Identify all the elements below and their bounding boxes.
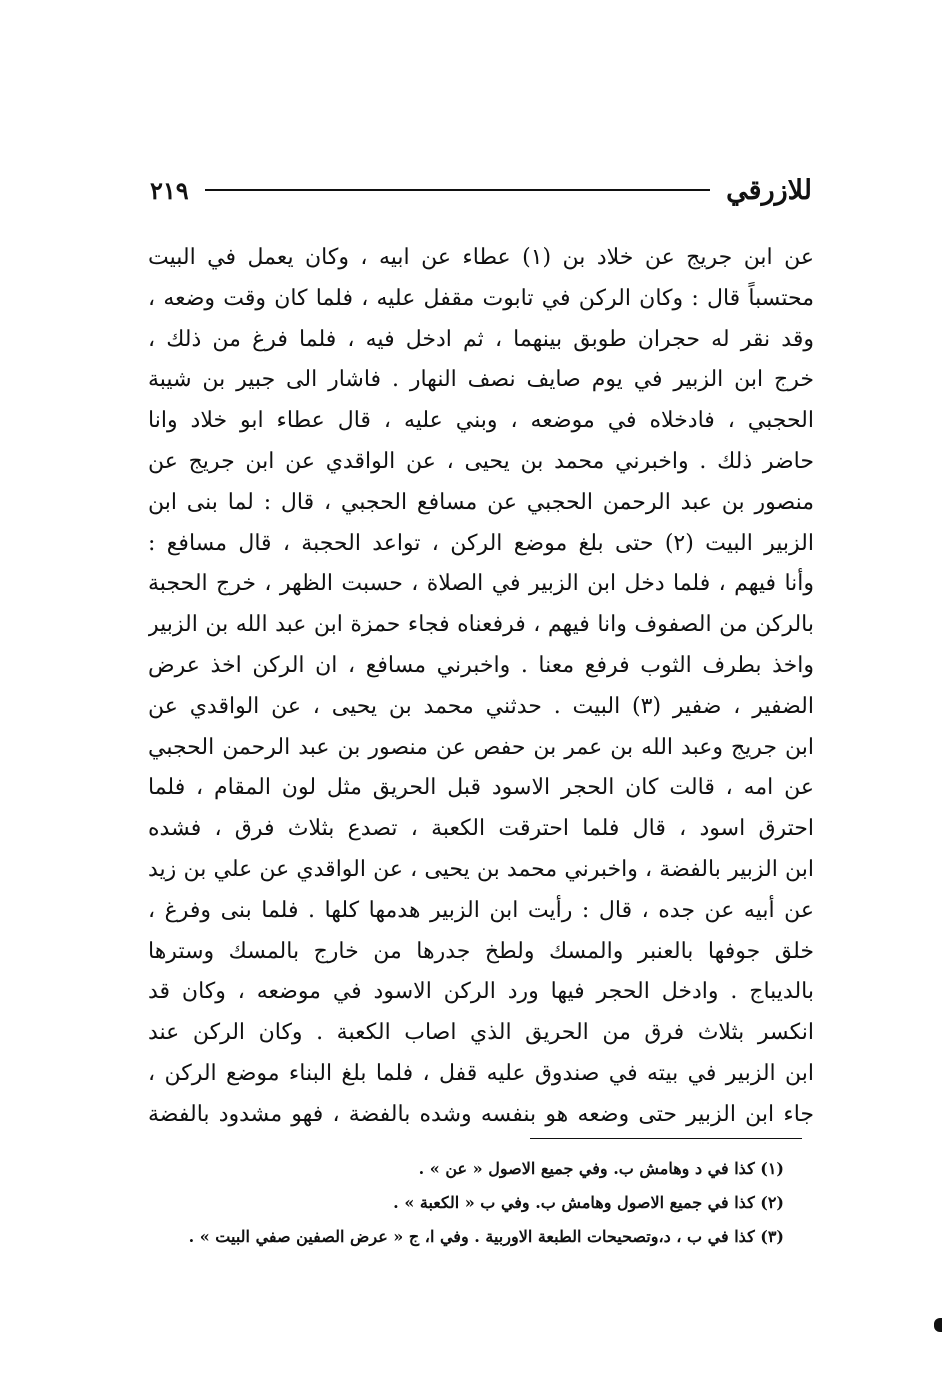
text-line: احترق اسود ، قال فلما احترقت الكعبة ، تصدع بثلاث فرق ، فشده: [148, 816, 814, 842]
main-text: [148, 238, 814, 1136]
header-rule: [205, 189, 711, 191]
running-header: [150, 170, 812, 210]
text-line: خلق جوفها بالعنبر والمسك ولطخ جدرها من خارج بالمسك وسترها: [148, 938, 814, 964]
footnote-separator: [530, 1138, 802, 1139]
text-line: ابن الزبير في بيته في صندوق عليه قفل ، فلما بلغ البناء موضع الركن ،: [148, 1060, 814, 1086]
footnote-1: (١) كذا في د وهامش ب. وفي جميع الاصول « عن » .: [418, 1159, 784, 1178]
text-line: انكسر بثلاث فرق من الحريق الذي اصاب الكعبة . وكان الركن عند: [148, 1020, 814, 1046]
text-line: عن أبيه عن جده ، قال : رأيت ابن الزبير هدمها كلها . فلما بنى وفرغ ،: [148, 897, 814, 923]
text-line: عن امه ، قالت كان الحجر الاسود قبل الحريق مثل لون المقام ، فلما: [148, 775, 814, 801]
text-line: وقد نقر له حجران طوبق بينهما ، ثم ادخل فيه ، فلما فرغ من ذلك ،: [148, 326, 814, 352]
text-line: جاء ابن الزبير حتى وضعه هو بنفسه وشده بالفضة ، فهو مشدود بالفضة: [148, 1101, 814, 1127]
text-line: خرج ابن الزبير في يوم صايف نصف النهار . فاشار الى جبير بن شيبة: [148, 367, 814, 393]
text-line: بالركن من الصفوف وانا فيهم ، فرفعناه فجاء حمزة ابن عبد الله بن الزبير: [148, 612, 814, 638]
footnote-3: (٣) كذا في ب ، د،وتصحيحات الطبعة الاوربية . وفي ا، ج « عرض الصفين صفي البيت » .: [188, 1227, 784, 1246]
text-line: منصور بن عبد الرحمن الحجبي عن مسافع الحجبي ، قال : لما بنى ابن: [148, 489, 814, 515]
footnotes: [120, 1152, 784, 1254]
footnote-2: (٢) كذا في جميع الاصول وهامش ب. وفي ب « الكعبة » .: [393, 1193, 784, 1212]
text-line: بالديباج . وادخل الحجر فيها ورد الركن الاسود في موضعه ، وكان قد: [148, 979, 814, 1005]
text-line: حاضر ذلك . واخبرني محمد بن يحيى ، عن الواقدي عن ابن جريج عن: [148, 448, 814, 474]
text-line: ابن الزبير بالفضة ، واخبرني محمد بن يحيى ، عن الواقدي عن علي بن زيد: [148, 856, 814, 882]
page-edge-mark: [934, 1318, 942, 1332]
text-line: ابن جريج وعبد الله بن عمر بن حفص عن منصور بن عبد الرحمن الحجبي: [148, 734, 814, 760]
text-line: واخذ بطرف الثوب فرفع معنا . واخبرني مسافع ، ان الركن اخذ عرض: [148, 652, 814, 678]
page-number: ٢١٩: [150, 175, 189, 205]
text-line: الحجبي ، فادخلاه في موضعه ، وبني عليه ، قال عطاء ابو خلاد وانا: [148, 408, 814, 434]
text-line: عن ابن جريج عن خلاد بن (١) عطاء عن ابيه ، وكان يعمل في البيت: [148, 245, 814, 270]
text-line: محتسباً قال : وكان الركن في تابوت مقفل عليه ، فلما كان وقت وضعه ،: [148, 285, 814, 311]
text-line: الزبير البيت (٢) حتى بلغ موضع الركن ، تواعد الحجبة ، قال مسافع :: [148, 530, 814, 556]
text-line: وأنا فيهم ، فلما دخل ابن الزبير في الصلاة ، حسبت الظهر ، خرج الحجبة: [148, 571, 814, 597]
text-line: الضفير ، ضفير (٣) البيت . حدثني محمد بن يحيى ، عن الواقدي عن: [148, 693, 814, 719]
running-title: للازرقي: [726, 174, 812, 206]
